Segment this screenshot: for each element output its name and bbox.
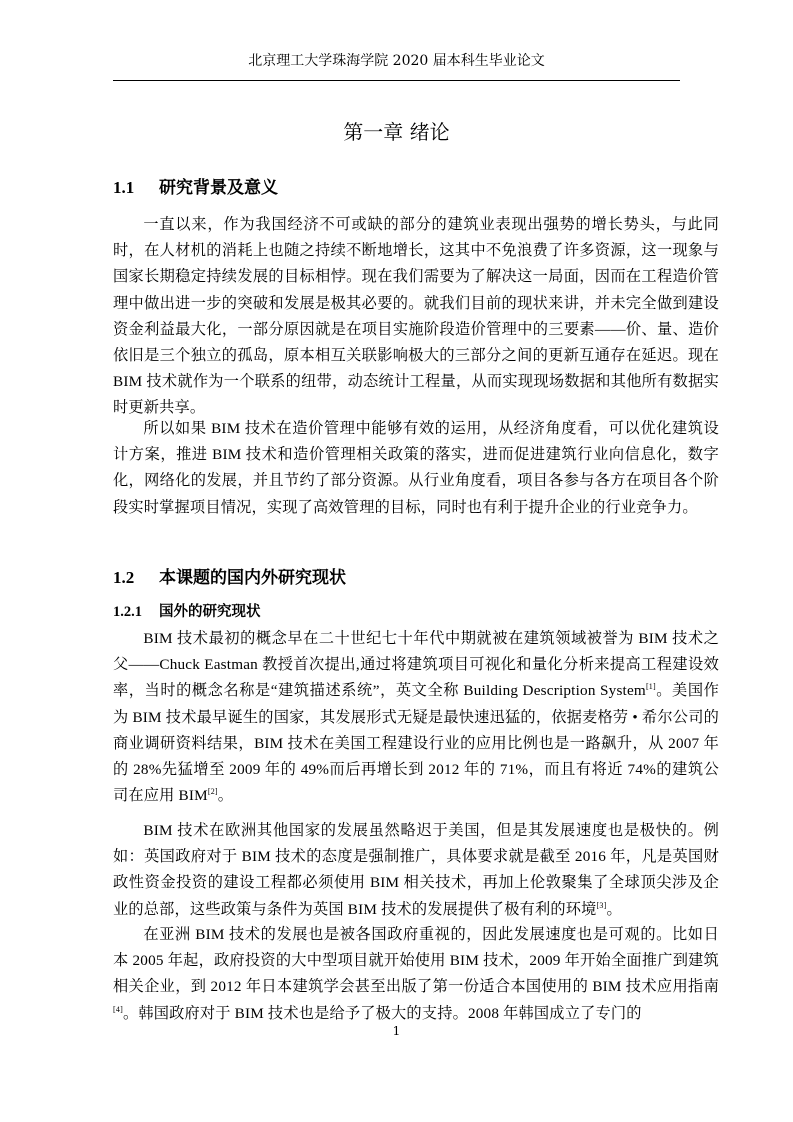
paragraph-text: 在亚洲 BIM 技术的发展也是被各国政府重视的，因此发展速度也是可观的。比如日本 2005 年起，政府投资的大中型项目就开始使用 BIM 技术，2009 年开始全面推广到建筑相关企业，到 2012 年日本建筑学会甚至出版了第一份适合本国使用的 BIM 技术应用指南: [113, 926, 719, 996]
citation-ref: [4]: [113, 1004, 123, 1014]
paragraph-background-2: 所以如果 BIM 技术在造价管理中能够有效的运用，从经济角度看，可以优化建筑设计方案，推进 BIM 技术和造价管理相关政策的落实，进而促进建筑行业向信息化，数字化，网络化的发展，并且节约了部分资源。从行业角度看，项目各参与各方在项目各个阶段实时掌握项目情况，实现了高效管理的目标，同时也有利于提升企业的行业竞争力。: [113, 420, 719, 516]
paragraph-text: 。美国作为 BIM 技术最早诞生的国家，其发展形式无疑是最快速迅猛的，依据麦格劳 • 希尔公司的商业调研资料结果，BIM 技术在美国工程建设行业的应用比例也是一路飙升，从 2007 年的 28%先猛增至 2009 年的 49%而后再增长到 2012 年的 71%，而且有将近 74%的建筑公司在应用 BIM: [113, 682, 719, 805]
subsection-number: 1.2.1: [113, 604, 142, 620]
section-number: 1.1: [113, 178, 135, 197]
paragraph-text: BIM 技术在欧洲其他国家的发展虽然略迟于美国，但是其发展速度也是极快的。例如：英国政府对于 BIM 技术的态度是强制推广，具体要求就是截至 2016 年，凡是英国财政性资金投资的建设工程都必须使用 BIM 相关技术，再加上伦敦聚集了全球顶尖涉及企业的总部，这些政策与条件为英国 BIM 技术的发展提供了极有利的环境: [113, 822, 719, 918]
paragraph-text: 。: [606, 900, 622, 918]
section-number: 1.2: [113, 568, 135, 587]
chapter-title: 第一章 绪论: [343, 120, 450, 144]
page-number: 1: [392, 1024, 401, 1038]
citation-ref: [2]: [207, 787, 218, 797]
paragraph-text: 。: [217, 787, 234, 805]
paragraph-foreign-research: [113, 626, 719, 809]
section-heading-1-2: [113, 563, 346, 588]
paragraph-europe: [113, 818, 719, 923]
header-text: 北京理工大学珠海学院 2020 届本科生毕业论文: [248, 53, 545, 69]
paragraph-text: BIM 技术最初的概念早在二十世纪七十年代中期就被在建筑领域被誉为 BIM 技术之父——Chuck Eastman 教授首次提出,通过将建筑项目可视化和量化分析来提高工程建设效率，当时的概念名称是“建筑描述系统”，英文全称 Building Description System: [113, 630, 719, 700]
citation-ref: [1]: [645, 682, 656, 692]
section-title: 研究背景及意义: [159, 178, 278, 198]
paragraph-text: 。韩国政府对于 BIM 技术也是给予了极大的支持。2008 年韩国成立了专门的: [122, 1004, 642, 1022]
subsection-heading-1-2-1: [113, 600, 261, 621]
citation-ref: [3]: [596, 900, 607, 910]
section-heading-1-1: [113, 173, 278, 198]
page-header: [113, 52, 680, 81]
paragraph-background-1: 一直以来，作为我国经济不可或缺的部分的建筑业表现出强势的增长势头，与此同时，在人材机的消耗上也随之持续不断地增长，这其中不免浪费了许多资源，这一现象与国家长期稳定持续发展的目标相悖。现在我们需要为了解决这一局面，因而在工程造价管理中做出进一步的突破和发展是极其必要的。就我们目前的现状来讲，并未完全做到建设资金利益最大化，一部分原因就是在项目实施阶段造价管理中的三要素——价、量、造价依旧是三个独立的孤岛，原本相互关联影响极大的三部分之间的更新互通存在延迟。现在 BIM 技术就作为一个联系的纽带，动态统计工程量，从而实现现场数据和其他所有数据实时更新共享。: [113, 216, 719, 417]
paragraph-asia: [113, 922, 719, 1027]
subsection-title: 国外的研究现状: [159, 604, 261, 620]
section-title: 本课题的国内外研究现状: [159, 568, 346, 588]
